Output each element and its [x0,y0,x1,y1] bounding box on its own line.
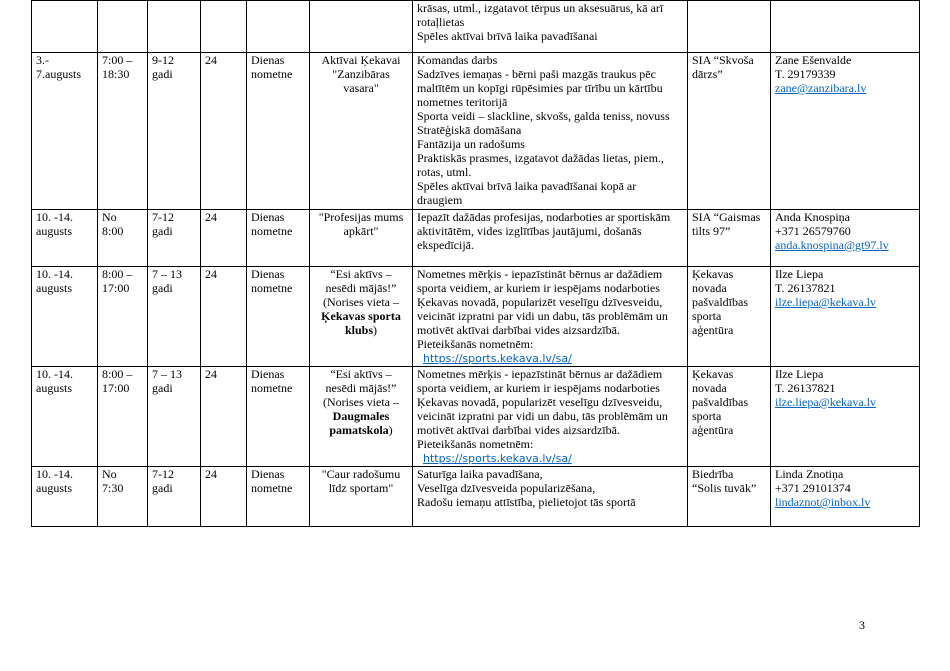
text-line: nesēdi mājās!” [325,381,397,395]
text-line: pašvaldības [692,295,748,309]
date-cell [32,467,98,527]
text-line: Ilze Liepa [775,267,824,281]
text-line: apkārt" [343,224,379,238]
text-line: +371 29101374 [775,481,851,495]
content-line: maltītēm un kopīgi rūpēsimies par tīrību un kārtību [417,81,663,95]
text-line: Ilze Liepa [775,367,824,381]
text-line: Aktīvai Ķekavai [321,53,401,67]
age-cell [148,1,201,53]
participant-count: 24 [205,267,217,281]
text-line: Dienas [251,53,285,67]
participant-count: 24 [205,53,217,67]
type-cell [247,467,310,527]
text-line: pašvaldības [692,395,748,409]
date-cell [32,267,98,367]
text-line: gadi [152,381,173,395]
count-cell [201,367,247,467]
organizer-cell [688,53,771,210]
text-line: sporta [692,309,722,323]
text-line: Ķekavas [692,267,734,281]
content-line: veicināt izpratni par vidi un dabu, tās problēmām un [417,409,668,423]
date-cell [32,210,98,267]
text-line: Anda Knospiņa [775,210,850,224]
content-line: Saturīga laika pavadīšana, [417,467,543,481]
table-row [32,267,920,367]
text-line: SIA “Skvoša [692,53,754,67]
content-cell [413,267,688,367]
content-cell [413,1,688,53]
content-cell [413,467,688,527]
text-line: nometne [251,224,293,238]
content-line: motivēt aktīvai darbībai vides aizsardzībā. [417,423,620,437]
text-line: Linda Znotiņa [775,467,844,481]
count-cell [201,267,247,367]
text-line: "Caur radošumu [321,467,401,481]
registration-link[interactable]: https://sports.kekava.lv/sa/ [423,452,572,465]
email-link[interactable]: ilze.liepa@kekava.lv [775,395,877,409]
text-line: augusts [36,224,72,238]
content-line: Veselīga dzīvesveida popularizēšana, [417,481,596,495]
date-cell [32,53,98,210]
content-line: Pieteikšanās nometnēm: [417,437,534,451]
text-line: nometne [251,481,293,495]
text-line: novada [692,381,727,395]
table-row [32,467,920,527]
text-line: Dienas [251,467,285,481]
text-line: Ķekavas [692,367,734,381]
text-line: vasara" [343,81,379,95]
venue-name: klubs [344,323,374,337]
contact-cell [771,267,920,367]
text-line: 7-12 [152,467,174,481]
content-line: motivēt aktīvai darbībai vides aizsardzībā. [417,323,620,337]
content-line: Sporta veidi – slackline, skvošs, galda teniss, novuss [417,109,670,123]
content-cell [413,367,688,467]
email-link[interactable]: anda.knospina@gt97.lv [775,238,889,252]
contact-cell [771,467,920,527]
content-line: Stratēģiskā domāšana [417,123,522,137]
time-cell [98,1,148,53]
text-line: 10. -14. [36,367,73,381]
text-line: augusts [36,381,72,395]
age-cell [148,210,201,267]
organizer-cell [688,367,771,467]
text-line: 10. -14. [36,467,73,481]
text-line: 7 – 13 [152,267,182,281]
registration-link[interactable]: https://sports.kekava.lv/sa/ [423,352,572,365]
contact-cell [771,210,920,267]
content-line: draugiem [417,193,463,207]
text-line: 18:30 [102,67,130,81]
text-line: 8:00 [102,224,124,238]
content-line: sporta veidiem, ar kuriem ir iespējams nodarboties [417,281,660,295]
name-cell [310,367,413,467]
age-cell [148,367,201,467]
type-cell [247,1,310,53]
name-cell [310,267,413,367]
content-line: rotas, utml. [417,165,472,179]
participant-count: 24 [205,467,217,481]
text-line: gadi [152,67,173,81]
count-cell [201,210,247,267]
name-cell [310,53,413,210]
count-cell [201,1,247,53]
text-line: 7 – 13 [152,367,182,381]
text-line: 10. -14. [36,210,73,224]
table-row [32,1,920,53]
text-line: 8:00 – [102,367,133,381]
content-line: aktivitātēm, vides izglītības jautājumi, došanās [417,224,642,238]
text-line: +371 26579760 [775,224,851,238]
content-line: Nometnes mērķis - iepazīstināt bērnus ar dažādiem [417,367,663,381]
text-line: "Zanzibāras [332,67,390,81]
email-link[interactable]: ilze.liepa@kekava.lv [775,295,877,309]
text-line: 9-12 [152,53,174,67]
content-line: Ķekavas novadā, popularizēt veselīgu dzīvesveidu, [417,295,663,309]
age-cell [148,53,201,210]
text-line: augusts [36,481,72,495]
content-line: Sadzīves iemaņas - bērni paši mazgās traukus pēc [417,67,656,81]
organizer-cell [688,210,771,267]
type-cell [247,367,310,467]
text-line: 7:30 [102,481,124,495]
content-cell [413,53,688,210]
text-line: nesēdi mājās!” [325,281,397,295]
content-line: Radošu iemaņu attīstība, pielietojot tās sportā [417,495,636,509]
time-cell [98,367,148,467]
text-line: No [102,467,117,481]
text-line: augusts [36,281,72,295]
text-line: līdz sportam" [328,481,394,495]
content-line: sporta veidiem, ar kuriem ir iespējams nodarboties [417,381,660,395]
content-line: Spēles aktīvai brīvā laika pavadīšanai [417,29,598,43]
organizer-cell [688,267,771,367]
text-line: 8:00 – [102,267,133,281]
count-cell [201,53,247,210]
text-line: T. 29179339 [775,67,836,81]
text-line: SIA “Gaismas [692,210,761,224]
email-link[interactable]: zane@zanzibara.lv [775,81,867,95]
content-line: ekspedīcijā. [417,238,474,252]
text-line: 17:00 [102,281,130,295]
age-cell [148,467,201,527]
email-link[interactable]: lindaznot@inbox.lv [775,495,871,509]
time-cell [98,467,148,527]
page-number: 3 [859,618,865,632]
text-line: T. 26137821 [775,381,836,395]
content-cell [413,210,688,267]
text-fragment: ) [388,423,393,437]
contact-cell [771,367,920,467]
text-line: 17:00 [102,381,130,395]
content-line: Fantāzija un radošums [417,137,525,151]
name-cell [310,210,413,267]
table-row [32,53,920,210]
content-line: Ķekavas novadā, popularizēt veselīgu dzīvesveidu, [417,395,663,409]
text-line: nometne [251,381,293,395]
text-line: Dienas [251,267,285,281]
text-line: gadi [152,481,173,495]
content-line: rotaļlietas [417,15,465,29]
content-line: veicināt izpratni par vidi un dabu, tās problēmām un [417,309,668,323]
participant-count: 24 [205,367,217,381]
contact-cell [771,53,920,210]
contact-cell [771,1,920,53]
text-line: “Esi aktīvs – [330,267,392,281]
text-fragment: ) [373,323,378,337]
text-line: Dienas [251,367,285,381]
text-line: 7-12 [152,210,174,224]
type-cell [247,53,310,210]
time-cell [98,267,148,367]
type-cell [247,267,310,367]
text-line: dārzs” [692,67,723,81]
text-line: Dienas [251,210,285,224]
text-line: nometne [251,67,293,81]
text-line: 10. -14. [36,267,73,281]
text-line: (Norises vieta – [323,295,399,309]
content-line: krāsas, utml., izgatavot tērpus un aksesuārus, kā arī [417,1,664,15]
text-line: (Norises vieta – [323,395,399,409]
type-cell [247,210,310,267]
text-line: gadi [152,224,173,238]
text-line: Zane Ešenvalde [775,53,852,67]
time-cell [98,210,148,267]
content-line: Spēles aktīvai brīvā laika pavadīšanai kopā ar [417,179,637,193]
content-line: nometnes teritorijā [417,95,508,109]
text-line: "Profesijas mums [318,210,404,224]
text-line: 7.augusts [36,67,81,81]
text-line: “Solis tuvāk” [692,481,757,495]
content-line: Komandas darbs [417,53,498,67]
text-line: novada [692,281,727,295]
table-row [32,210,920,267]
venue-name: pamatskola [329,423,389,437]
organizer-cell [688,467,771,527]
organizer-cell [688,1,771,53]
text-line: aģentūra [692,323,734,337]
participant-count: 24 [205,210,217,224]
content-line: Pieteikšanās nometnēm: [417,337,534,351]
camps-table [31,0,920,527]
venue-name: Daugmales [332,409,390,423]
date-cell [32,367,98,467]
name-cell [310,467,413,527]
content-line: Praktiskās prasmes, izgatavot dažādas lietas, piem., [417,151,664,165]
date-cell [32,1,98,53]
content-line: Nometnes mērķis - iepazīstināt bērnus ar dažādiem [417,267,663,281]
text-line: 7:00 – [102,53,133,67]
time-cell [98,53,148,210]
count-cell [201,467,247,527]
text-line: 3.- [36,53,49,67]
text-line: sporta [692,409,722,423]
text-line: gadi [152,281,173,295]
table-row [32,367,920,467]
content-line: Iepazīt dažādas profesijas, nodarboties ar sportiskām [417,210,671,224]
text-line: tilts 97” [692,224,731,238]
text-line: nometne [251,281,293,295]
name-cell [310,1,413,53]
text-line: T. 26137821 [775,281,836,295]
venue-name: Ķekavas sporta [321,309,401,323]
text-line: “Esi aktīvs – [330,367,392,381]
age-cell [148,267,201,367]
text-line: No [102,210,117,224]
text-line: aģentūra [692,423,734,437]
text-line: Biedrība [692,467,734,481]
